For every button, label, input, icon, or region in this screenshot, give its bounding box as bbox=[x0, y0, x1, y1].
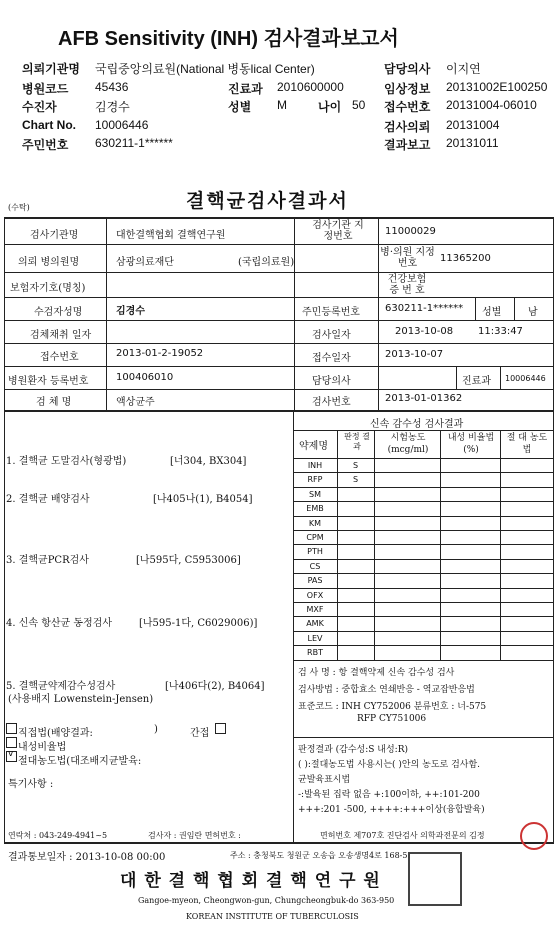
drug-row-divider bbox=[293, 487, 553, 488]
drug-row-divider bbox=[293, 516, 553, 517]
label-hosp: 의뢰 병의원명 bbox=[18, 257, 80, 268]
label-chart-no: Chart No. bbox=[22, 118, 76, 132]
label-institution: 의뢰기관명 bbox=[22, 62, 80, 76]
label-hospital-code: 병원코드 bbox=[22, 82, 69, 96]
drug-name: RBT bbox=[307, 648, 323, 657]
drug-row-divider bbox=[293, 588, 553, 589]
special-notes-label: 특기사항 : bbox=[8, 779, 54, 790]
label-receipt-no: 접수번호 bbox=[384, 100, 431, 114]
footer-org: 대 한 결 핵 협 회 결 핵 연 구 원 bbox=[120, 871, 381, 891]
value-test-inst: 대한결핵협회 결핵연구원 bbox=[116, 230, 226, 241]
label-hosp-code: 병·의원 지정번호 bbox=[380, 247, 435, 269]
label-rrn: 주민번호 bbox=[22, 138, 69, 152]
drug-row-divider bbox=[293, 631, 553, 632]
test-item: 3. 결핵균PCR검사 bbox=[6, 555, 89, 566]
label-sex: 성별 bbox=[228, 100, 252, 114]
value-request-date: 20131004 bbox=[446, 118, 500, 132]
method-line-1: 검 사 명 : 항 결핵약제 신속 감수성 검사 bbox=[298, 668, 455, 678]
test-item-code: [나595다, C5953006] bbox=[136, 555, 241, 566]
label-specimen: 검 체 명 bbox=[36, 397, 72, 408]
value-hospital-code: 45436 bbox=[95, 80, 129, 94]
value-dept-form: 10006446 bbox=[505, 374, 546, 383]
value-hosp: 삼광의료재단 bbox=[116, 257, 174, 268]
label-rrn-form: 주민등록번호 bbox=[302, 307, 360, 318]
label-receipt-form: 접수번호 bbox=[40, 352, 79, 363]
judge-line-5: +++:201 -500, ++++:+++이상(융합발육) bbox=[298, 805, 485, 815]
footer-org-name-en: KOREAN INSTITUTE OF TUBERCULOSIS bbox=[186, 912, 359, 921]
drug-name: CPM bbox=[306, 533, 324, 542]
drug-row-divider bbox=[293, 559, 553, 560]
value-rrn-form: 630211-1****** bbox=[385, 303, 464, 314]
drug-result: S bbox=[352, 475, 359, 484]
method-line-4: RFP CY751006 bbox=[357, 714, 427, 724]
direct-method-checkbox[interactable] bbox=[6, 723, 17, 734]
drug-name: INH bbox=[307, 461, 323, 470]
drug-row-divider bbox=[293, 660, 553, 661]
drug-name: PAS bbox=[307, 576, 323, 585]
value-sex: M bbox=[277, 98, 287, 112]
indirect-method-checkbox[interactable] bbox=[215, 723, 226, 734]
drug-row-divider bbox=[293, 573, 553, 574]
proportion-method-label: 내성비율법 bbox=[18, 742, 67, 753]
value-receipt-form: 2013-01-2-19052 bbox=[116, 348, 204, 359]
judge-line-1: 판정결과 (감수성:S 내성:R) bbox=[298, 745, 408, 755]
judge-line-2: ( ):절대농도법 사용시는( )안의 농도로 검사함. bbox=[298, 760, 481, 770]
suscept-title: 신속 감수성 검사결과 bbox=[370, 419, 464, 430]
label-doctor: 담당의사 bbox=[384, 62, 431, 76]
test-item: 4. 신속 항산균 동정검사 bbox=[6, 618, 113, 629]
value-department: 2010600000 bbox=[277, 80, 344, 94]
method-line-3: 표준코드 : INH CY752006 분류번호 : 너-575 bbox=[298, 702, 487, 712]
footer-tester: 검사자 : 권임란 면허번호 : bbox=[148, 831, 241, 840]
drug-result: S bbox=[352, 461, 359, 470]
drug-name: PTH bbox=[307, 547, 323, 556]
direct-method-close: ) bbox=[154, 724, 158, 735]
drug-row-divider bbox=[293, 544, 553, 545]
form-tag: (수탁) bbox=[8, 203, 30, 212]
footer-org-address-en: Gangoe-myeon, Cheongwon-gun, Chungcheongbuk-do 363-950 bbox=[138, 896, 395, 905]
report-title: AFB Sensitivity (INH) 검사결과보고서 bbox=[58, 28, 399, 50]
label-report-date: 결과보고 bbox=[384, 138, 431, 152]
test-item-sub: (사용배지 Lowenstein-Jensen) bbox=[8, 694, 154, 705]
drug-name: EMB bbox=[306, 504, 324, 513]
drug-name: KM bbox=[308, 519, 322, 528]
label-test-inst: 검사기관명 bbox=[30, 230, 79, 241]
label-name: 수검자성명 bbox=[34, 307, 83, 318]
test-item-code: [너304, BX304] bbox=[170, 456, 247, 467]
drug-name: SM bbox=[309, 490, 321, 499]
value-hosp-paren: (국립의료원) bbox=[238, 257, 295, 268]
value-sex-form: 남 bbox=[528, 307, 538, 318]
value-hosp-code: 11365200 bbox=[440, 253, 491, 264]
label-doctor-form: 담당의사 bbox=[312, 376, 351, 387]
value-receipt-date: 2013-10-07 bbox=[385, 349, 444, 360]
label-department: 진료과 bbox=[228, 82, 263, 96]
drug-row-divider bbox=[293, 616, 553, 617]
test-item-code: [나595-1다, C6029006)] bbox=[139, 618, 258, 629]
value-age: 50 bbox=[352, 98, 366, 112]
checkmark-icon: v bbox=[8, 749, 14, 759]
label-test-date: 검사일자 bbox=[312, 330, 351, 341]
label-reg-no: 병원환자 등록번호 bbox=[8, 376, 89, 387]
drug-name: CS bbox=[309, 562, 321, 571]
footer-notify: 결과통보일자 : 2013-10-08 00:00 bbox=[8, 852, 166, 863]
value-chart-no: 10006446 bbox=[95, 118, 149, 132]
value-doctor: 이지연 bbox=[446, 62, 481, 76]
col-proportion: 내성 비율법(%) bbox=[447, 433, 495, 455]
value-name: 김경수 bbox=[116, 306, 145, 317]
method-line-2: 검사방법 : 중합효소 연쇄반응 - 역교잡반응법 bbox=[298, 685, 475, 695]
drug-row-divider bbox=[293, 602, 553, 603]
test-item: 1. 결핵균 도말검사(형광법) bbox=[6, 456, 127, 467]
test-item: 2. 결핵균 배양검사 bbox=[6, 494, 90, 505]
proportion-method-checkbox[interactable] bbox=[6, 737, 17, 748]
value-inst-code: 11000029 bbox=[385, 226, 436, 237]
label-collect-date: 검체채취 일자 bbox=[30, 330, 92, 341]
test-item-code: [나406다(2), B4064] bbox=[165, 681, 265, 692]
value-rrn: 630211-1****** bbox=[95, 136, 173, 150]
value-test-time: 11:33:47 bbox=[478, 326, 523, 337]
doctor-seal-icon bbox=[520, 822, 548, 850]
drug-name: LEV bbox=[307, 634, 323, 643]
form-title: 결핵균검사결과서 bbox=[186, 190, 349, 212]
label-request-date: 검사의뢰 bbox=[384, 120, 431, 134]
col-drug: 약제명 bbox=[299, 441, 328, 452]
col-result: 판정 결과 bbox=[344, 432, 370, 451]
direct-method-label: 직접법(배양결과: bbox=[18, 728, 93, 739]
drug-row-divider bbox=[293, 530, 553, 531]
label-receipt-date: 접수일자 bbox=[312, 353, 351, 364]
col-concentration: 시험농도 (mcg/ml) bbox=[387, 433, 429, 455]
label-insurer: 보험자기호(명칭) bbox=[10, 283, 86, 294]
label-age: 나이 bbox=[318, 100, 342, 114]
value-patient: 김경수 bbox=[95, 100, 130, 114]
footer-license: 면허번호 제707호 진단검사 의학과전문의 김정 bbox=[320, 831, 485, 840]
value-reg-no: 100406010 bbox=[116, 372, 174, 383]
label-sex-form: 성별 bbox=[482, 307, 502, 318]
value-clinical-info: 20131002E100250 bbox=[446, 80, 548, 94]
drug-name: OFX bbox=[306, 591, 324, 600]
test-item-code: [나405나(1), B4054] bbox=[153, 494, 253, 505]
value-receipt-no: 20131004-06010 bbox=[446, 98, 537, 112]
value-specimen: 액상균주 bbox=[116, 397, 155, 408]
footer-address: 주소 : 충청북도 청원군 오송읍 오송생명4로 168-5 bbox=[230, 851, 408, 860]
value-test-no: 2013-01-01362 bbox=[385, 393, 463, 404]
label-clinical-info: 임상정보 bbox=[384, 82, 431, 96]
footer-contact: 연락처 : 043-249-4941~5 bbox=[8, 831, 108, 840]
label-insurance-no: 건강보험 증 번 호 bbox=[387, 274, 427, 296]
indirect-method-label: 간접 bbox=[190, 728, 210, 739]
drug-name: RFP bbox=[307, 475, 323, 484]
drug-name: MXF bbox=[306, 605, 324, 614]
judge-line-3: 균발육표시법 bbox=[298, 775, 351, 785]
judge-line-4: -:발육된 집락 없음 +:100이하, ++:101-200 bbox=[298, 790, 480, 800]
absolute-method-label: 절대농도법(대조배지균발육: bbox=[18, 756, 142, 767]
value-test-date: 2013-10-08 bbox=[395, 326, 454, 337]
label-patient: 수진자 bbox=[22, 100, 57, 114]
label-dept-form: 진료과 bbox=[462, 376, 491, 387]
col-absolute: 절 대 농도법 bbox=[506, 433, 548, 455]
institute-stamp-icon bbox=[408, 852, 462, 906]
drug-row-divider bbox=[293, 501, 553, 502]
drug-row-divider bbox=[293, 472, 553, 473]
test-item: 5. 결핵균약제감수성검사 bbox=[6, 681, 116, 692]
label-test-no: 검사번호 bbox=[312, 397, 351, 408]
drug-name: AMK bbox=[306, 619, 324, 628]
value-institution: 국립중앙의료원(National 병동lical Center) bbox=[95, 62, 315, 76]
drug-row-divider bbox=[293, 645, 553, 646]
value-report-date: 20131011 bbox=[446, 136, 499, 150]
label-inst-code: 검사기관 지정번호 bbox=[312, 220, 364, 242]
